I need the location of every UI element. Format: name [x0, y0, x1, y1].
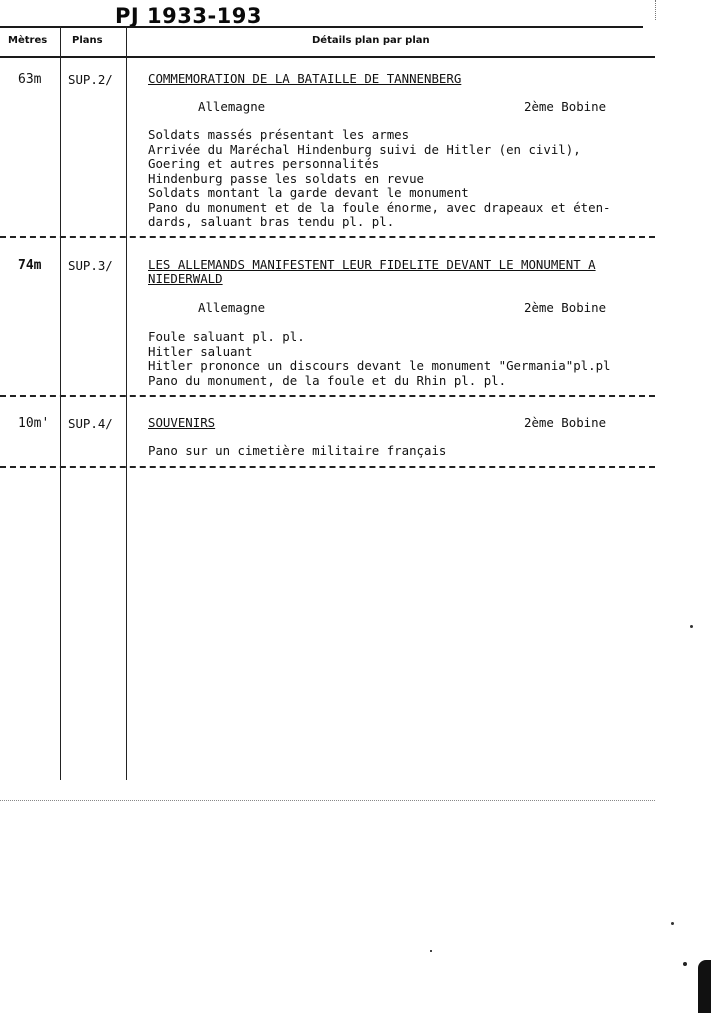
row-separator-3	[0, 466, 655, 468]
entry-3-plan: SUP.4/	[68, 416, 113, 431]
entry-1-title: COMMEMORATION DE LA BATAILLE DE TANNENBERG	[148, 71, 462, 86]
bottom-dotted-rule	[0, 800, 655, 801]
shot-line: Hitler prononce un discours devant le monument "Germania"pl.pl	[148, 358, 611, 373]
shot-line: Pano du monument, de la foule et du Rhin pl. pl.	[148, 372, 507, 388]
shot-line: Goering et autres personnalités	[148, 156, 380, 171]
entry-2-title-continued: NIEDERWALD	[148, 271, 223, 286]
header-plans: Plans	[72, 35, 103, 46]
entry-3-metres: 10m'	[18, 416, 50, 431]
entry-2-plan: SUP.3/	[68, 258, 113, 273]
entry-1-shot-list	[148, 128, 611, 230]
shot-line: Pano sur un cimetière militaire français	[148, 443, 447, 458]
row-separator-2	[0, 395, 655, 397]
scan-speck	[430, 950, 432, 952]
document-reference: PJ 1933-193	[115, 4, 263, 28]
shot-line: Hindenburg passe les soldats en revue	[148, 170, 425, 186]
entry-2-metres: 74m	[18, 258, 42, 273]
shot-line: Hitler saluant	[148, 343, 253, 359]
entry-3-title: SOUVENIRS	[148, 415, 216, 430]
header-rule	[0, 56, 655, 58]
shot-line: Soldats massés présentant les armes	[148, 127, 410, 142]
scan-speck	[690, 625, 693, 628]
entry-3-reel: 2ème Bobine	[524, 415, 607, 430]
entry-2-shot-list	[148, 330, 611, 388]
entry-2-reel: 2ème Bobine	[524, 300, 607, 315]
shot-line: Pano du monument et de la foule énorme, avec drapeaux et éten-	[148, 199, 611, 215]
shot-line: dards, saluant bras tendu pl. pl.	[148, 214, 395, 229]
shot-line: Foule saluant pl. pl.	[148, 329, 305, 344]
top-rule	[0, 26, 643, 28]
entry-2-country: Allemagne	[198, 300, 266, 315]
entry-1-reel: 2ème Bobine	[524, 99, 607, 114]
shot-line: Arrivée du Maréchal Hindenburg suivi de Hitler (en civil),	[148, 141, 581, 157]
entry-1-plan: SUP.2/	[68, 72, 113, 87]
row-separator-1	[0, 236, 655, 238]
entry-2-title: LES ALLEMANDS MANIFESTENT LEUR FIDELITE DEVANT LE MONUMENT A	[148, 257, 596, 272]
entry-1-metres: 63m	[18, 72, 42, 87]
right-edge-mark	[655, 0, 656, 20]
header-details: Détails plan par plan	[312, 35, 430, 46]
scan-speck	[671, 922, 674, 925]
entry-1-country: Allemagne	[198, 99, 266, 114]
scan-edge-shadow	[698, 960, 711, 1013]
scan-speck	[683, 962, 687, 966]
column-divider-plans	[126, 26, 127, 780]
header-metres: Mètres	[8, 35, 48, 46]
column-divider-metres	[60, 26, 61, 780]
shot-line: Soldats montant la garde devant le monument	[148, 185, 469, 200]
entry-3-shot-list	[148, 444, 446, 459]
